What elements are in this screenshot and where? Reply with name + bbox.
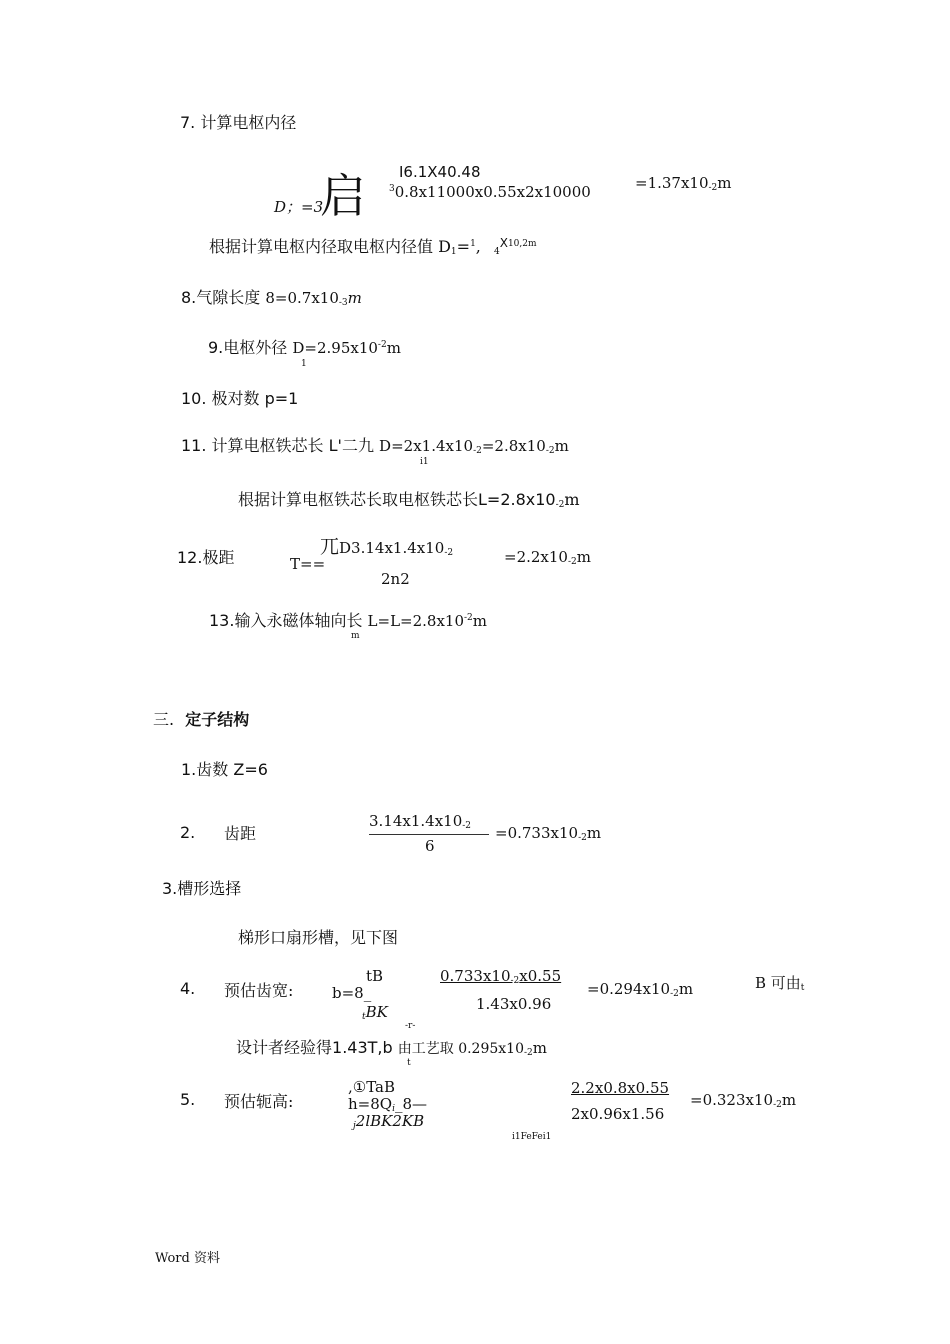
section-3-item-4-note: 设计者经验得1.43T,b 由工艺取 0.295x10-2m <box>236 1038 548 1058</box>
section-3-item-2-fraction-bar <box>369 834 489 835</box>
item-12-result: =2.2x10-2m <box>504 548 591 567</box>
section-3-item-5-frac-top: 2.2x0.8x0.55 <box>571 1079 670 1097</box>
item-8-line: 8.气隙长度 8=0.7x10-3m <box>181 288 362 308</box>
item-7-formula-top: I6.1X40.48 <box>399 163 481 181</box>
item-7-result: =1.37x10-2m <box>635 174 732 193</box>
section-3-item-2-numerator: 3.14x1.4x10-2 <box>369 812 472 831</box>
item-9-sub: 1 <box>301 359 307 369</box>
section-3-item-1: 1.齿数 Z=6 <box>181 760 268 779</box>
section-3-item-4-frac-top: 0.733x10-2x0.55 <box>440 967 562 986</box>
section-3-item-5-result: =0.323x10-2m <box>690 1091 797 1110</box>
section-3-item-4-mark: -r- <box>405 1021 416 1031</box>
item-12-denominator: 2n2 <box>381 570 410 588</box>
section-3-item-3-note: 梯形口扇形槽，见下图 <box>238 928 399 947</box>
section-3-item-5-bottom: j2lBK2KB <box>353 1112 425 1131</box>
item-7-label: 7. 计算电枢内径 <box>180 113 297 132</box>
section-3-item-4-side: B 可由t <box>755 974 805 993</box>
item-10-line: 10. 极对数 p=1 <box>181 389 299 408</box>
section-3-item-4-bottom: tBK <box>362 1003 388 1022</box>
section-3-item-3: 3.槽形选择 <box>162 879 242 898</box>
item-7-formula-bottom: $^3$0.8x11000x0.55x2x10000 <box>389 183 591 201</box>
section-3-item-5-label: 预估轭高: <box>224 1092 294 1111</box>
item-11-note: 根据计算电枢铁芯长取电枢铁芯长L=2.8x10-2m <box>238 490 580 510</box>
section-3-item-2-num: 2. <box>180 823 196 842</box>
item-9-line: 9.电枢外径 $D=2.95x10^{-2}m$ <box>208 338 401 357</box>
item-13-sub: m <box>351 631 360 641</box>
item-12-numerator: 兀D3.14x1.4x10-2 <box>320 536 454 558</box>
section-3-heading: 三. 定子结构 <box>153 710 250 729</box>
section-3-item-2-result: =0.733x10-2m <box>495 824 602 843</box>
item-7-big-glyph: 启 <box>320 169 366 223</box>
section-3-item-4-result: =0.294x10-2m <box>587 980 694 999</box>
section-3-item-4-lhs: b=8_ <box>332 984 372 1002</box>
item-12-lhs: T== <box>290 555 326 573</box>
section-3-item-2-label: 齿距 <box>224 824 257 843</box>
item-11-line: 11. 计算电枢铁芯长 L'二九 D=2x1.4x10-2=2.8x10-2m <box>181 436 569 456</box>
section-3-item-5-top: ,①TaB <box>348 1078 396 1096</box>
item-11-sub: i1 <box>420 457 429 467</box>
section-3-item-5-num: 5. <box>180 1090 196 1109</box>
section-3-item-4-frac-bottom: 1.43x0.96 <box>476 995 552 1013</box>
section-3-item-2-denominator: 6 <box>425 837 435 855</box>
section-3-item-5-footer-mark: i1FeFei1 <box>512 1132 552 1142</box>
section-3-item-4-label: 预估齿宽: <box>224 981 294 1000</box>
item-13-line: 13.输入永磁体轴向长 $L=L=2.8x10^{-2}m$ <box>209 611 488 630</box>
section-3-item-4-num: 4. <box>180 979 196 998</box>
section-3-item-5-mid: h=8Qi_8— <box>348 1095 428 1114</box>
section-3-item-4-note-sub: t <box>407 1058 411 1068</box>
section-3-item-4-top: tB <box>366 967 384 985</box>
item-7-note: 根据计算电枢内径取电枢内径值 D1=$^1$, $4^{X10,2m}$ <box>209 236 537 257</box>
item-7-lhs: D；=3 <box>274 198 324 216</box>
page-footer: Word 资料 <box>155 1251 220 1266</box>
section-3-item-5-frac-bottom: 2x0.96x1.56 <box>571 1105 665 1123</box>
item-12-label: 12.极距 <box>177 548 235 567</box>
